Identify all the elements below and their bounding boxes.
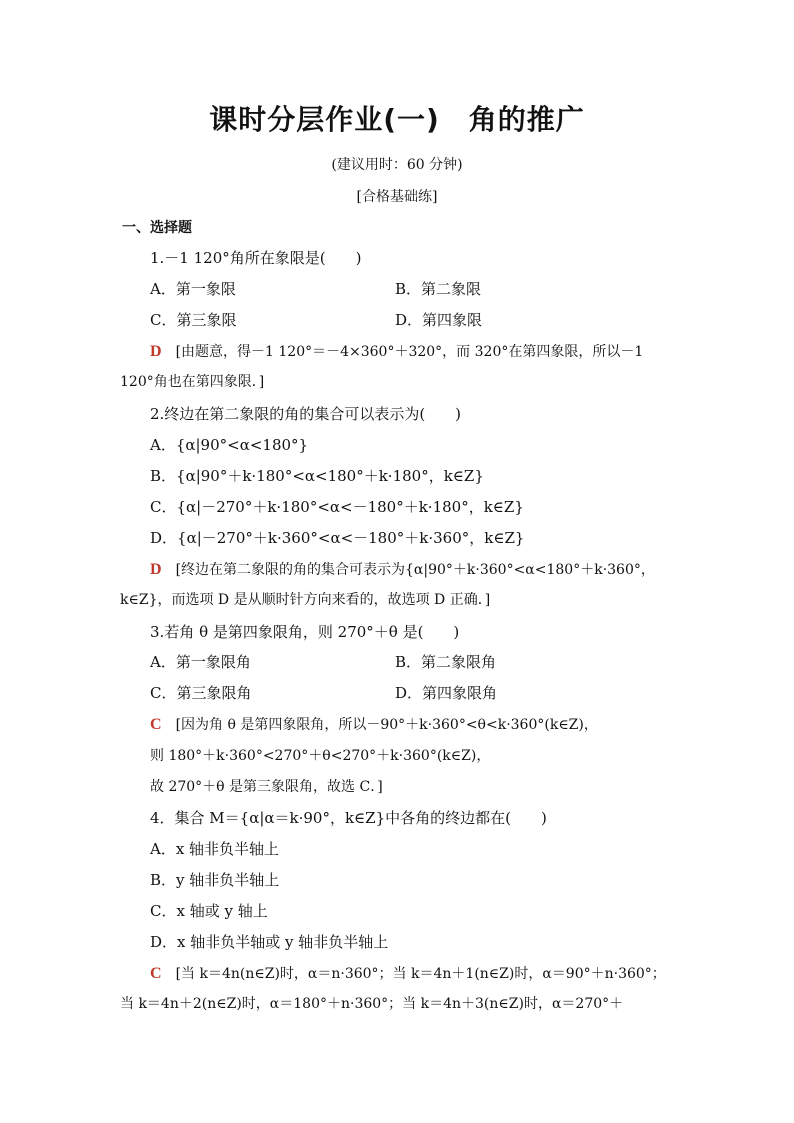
section-heading: 一、选择题 bbox=[122, 220, 192, 236]
q3-option-c: C．第三象限角 bbox=[150, 684, 252, 702]
q2-option-c: C．{α|－270°＋k·180°<α<－180°＋k·180°，k∈Z} bbox=[150, 498, 524, 516]
q4-option-c: C．x 轴或 y 轴上 bbox=[150, 902, 268, 920]
q2-option-a: A．{α|90°<α<180°} bbox=[150, 436, 309, 454]
q4-answer: C bbox=[150, 965, 162, 982]
q3-option-a: A．第一象限角 bbox=[150, 653, 251, 671]
q1-explanation-line2: 120°角也在第四象限．] bbox=[120, 374, 265, 390]
q3-explanation bbox=[150, 715, 598, 735]
q4-option-b: B．y 轴非负半轴上 bbox=[150, 871, 280, 889]
q1-option-d: D．第四象限 bbox=[395, 311, 483, 329]
q3-explanation-line3: 故 270°＋θ 是第三象限角，故选 C．] bbox=[150, 779, 383, 795]
q1-stem: 1.－1 120°角所在象限是( ) bbox=[150, 249, 362, 267]
level-label: [合格基础练] bbox=[356, 189, 438, 205]
q1-explanation bbox=[150, 342, 643, 362]
q1-option-b: B．第二象限 bbox=[395, 280, 482, 298]
time-note: (建议用时：60 分钟) bbox=[331, 157, 463, 173]
q3-option-b: B．第二象限角 bbox=[395, 653, 497, 671]
q1-answer: D bbox=[150, 343, 162, 360]
q2-answer: D bbox=[150, 561, 162, 578]
q2-explanation-line1: [终边在第二象限的角的集合可表示为{α|90°＋k·360°<α<180°＋k·360°， bbox=[175, 562, 655, 578]
q2-stem: 2.终边在第二象限的角的集合可以表示为( ) bbox=[150, 405, 462, 423]
q4-explanation-line2: 当 k＝4n＋2(n∈Z)时，α＝180°＋n·360°；当 k＝4n＋3(n∈Z)时，α＝270°＋ bbox=[120, 996, 624, 1012]
q1-explanation-line1: [由题意，得－1 120°＝－4×360°＋320°，而 320°在第四象限，所以－1 bbox=[175, 344, 644, 360]
q3-explanation-line1: [因为角 θ 是第四象限角，所以－90°＋k·360°<θ<k·360°(k∈Z)， bbox=[175, 717, 598, 733]
q1-option-a: A．第一象限 bbox=[150, 280, 236, 298]
q2-option-b: B．{α|90°＋k·180°<α<180°＋k·180°，k∈Z} bbox=[150, 467, 484, 485]
page-title: 课时分层作业(一) 角的推广 bbox=[209, 103, 585, 136]
q4-stem: 4．集合 M＝{α|α＝k·90°，k∈Z}中各角的终边都在( ) bbox=[150, 809, 547, 827]
q4-explanation bbox=[150, 964, 666, 984]
q4-option-d: D．x 轴非负半轴或 y 轴非负半轴上 bbox=[150, 933, 389, 951]
q3-stem: 3.若角 θ 是第四象限角，则 270°＋θ 是( ) bbox=[150, 623, 460, 641]
q3-explanation-line2: 则 180°＋k·360°<270°＋θ<270°＋k·360°(k∈Z)， bbox=[150, 748, 491, 764]
q4-explanation-line1: [当 k＝4n(n∈Z)时，α＝n·360°；当 k＝4n＋1(n∈Z)时，α＝90°＋n·360°； bbox=[175, 966, 666, 982]
q4-option-a: A．x 轴非负半轴上 bbox=[150, 840, 280, 858]
q3-answer: C bbox=[150, 716, 162, 733]
q2-explanation bbox=[150, 560, 655, 580]
q2-explanation-line2: k∈Z}，而选项 D 是从顺时针方向来看的，故选项 D 正确．] bbox=[120, 592, 491, 608]
q3-option-d: D．第四象限角 bbox=[395, 684, 498, 702]
q2-option-d: D．{α|－270°＋k·360°<α<－180°＋k·360°，k∈Z} bbox=[150, 529, 525, 547]
q1-option-c: C．第三象限 bbox=[150, 311, 237, 329]
